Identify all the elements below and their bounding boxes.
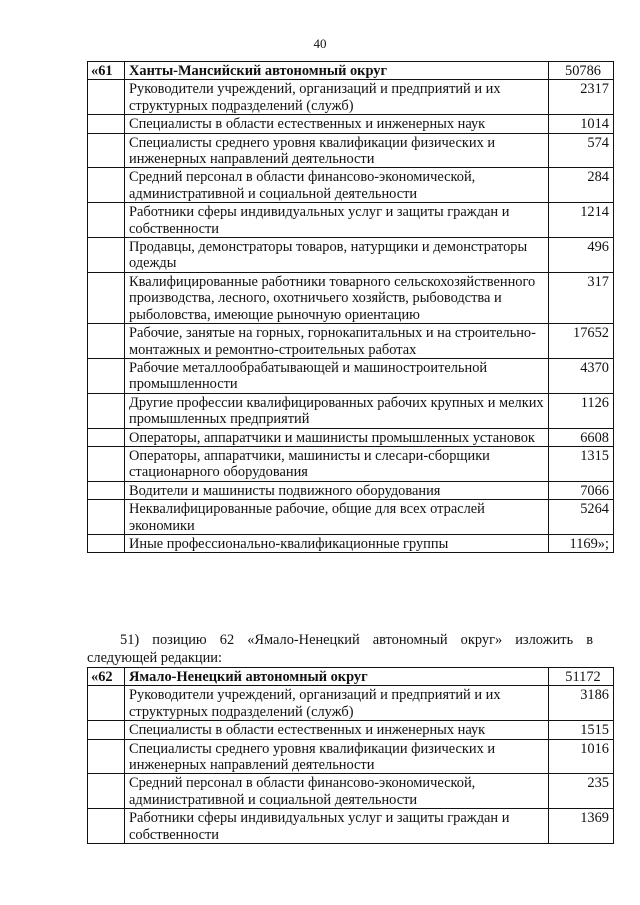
occupation-name: Другие профессии квалифицированных рабочих крупных и мелких промышленных предприятий (125, 393, 549, 428)
page-number: 40 (313, 36, 327, 51)
occupation-name: Водители и машинисты подвижного оборудования (125, 481, 549, 499)
occupation-value: 2317 (549, 80, 614, 115)
occupation-name: Руководители учреждений, организаций и предприятий и их структурных подразделений (служб) (125, 686, 549, 721)
occupation-value: 1016 (549, 739, 614, 774)
table-header-row (88, 62, 614, 80)
table-row (88, 686, 614, 721)
occupation-value: 5264 (549, 500, 614, 535)
table-row (88, 446, 614, 481)
occupation-name: Квалифицированные работники товарного сельскохозяйственного производства, лесного, охотничьего хозяйств, рыбоводства и рыболовства, имеющие рыночную ориентацию (125, 272, 549, 323)
occupation-value: 574 (549, 133, 614, 168)
table-row (88, 774, 614, 809)
region-code: «62 (88, 668, 125, 686)
occupation-name: Рабочие металлообрабатывающей и машиностроительной промышленности (125, 358, 549, 393)
table-row (88, 428, 614, 446)
table-row (88, 739, 614, 774)
occupation-name: Операторы, аппаратчики и машинисты промышленных установок (125, 428, 549, 446)
occupation-name: Операторы, аппаратчики, машинисты и слесари-сборщики стационарного оборудования (125, 446, 549, 481)
table-row (88, 115, 614, 133)
occupation-value: 6608 (549, 428, 614, 446)
region-code: «61 (88, 62, 125, 80)
table-row (88, 721, 614, 739)
table-row (88, 272, 614, 323)
occupation-value: 317 (549, 272, 614, 323)
occupation-name: Работники сферы индивидуальных услуг и защиты граждан и собственности (125, 203, 549, 238)
table-row (88, 809, 614, 844)
occupation-value: 1214 (549, 203, 614, 238)
region-name: Ханты-Мансийский автономный округ (125, 62, 549, 80)
occupation-name: Специалисты в области естественных и инженерных наук (125, 115, 549, 133)
region-name: Ямало-Ненецкий автономный округ (125, 668, 549, 686)
table-row (88, 238, 614, 273)
occupation-value: 1126 (549, 393, 614, 428)
occupation-name: Рабочие, занятые на горных, горнокапитальных и на строительно-монтажных и ремонтно-строительных работах (125, 324, 549, 359)
amendment-paragraph: 51) позицию 62 «Ямало-Ненецкий автономный округ» изложить в следующей редакции: (87, 632, 593, 666)
occupation-name: Руководители учреждений, организаций и предприятий и их структурных подразделений (служб) (125, 80, 549, 115)
table-row (88, 534, 614, 552)
occupation-value: 496 (549, 238, 614, 273)
occupation-value: 284 (549, 168, 614, 203)
table-row (88, 500, 614, 535)
table-row (88, 133, 614, 168)
table-header-row (88, 668, 614, 686)
occupation-value: 1515 (549, 721, 614, 739)
occupation-table-62 (87, 667, 614, 844)
occupation-name: Специалисты среднего уровня квалификации физических и инженерных направлений деятельности (125, 133, 549, 168)
occupation-name: Иные профессионально-квалификационные группы (125, 534, 549, 552)
occupation-name: Средний персонал в области финансово-экономической, административной и социальной деятельности (125, 168, 549, 203)
table-row (88, 393, 614, 428)
occupation-value: 4370 (549, 358, 614, 393)
occupation-name: Продавцы, демонстраторы товаров, натурщики и демонстраторы одежды (125, 238, 549, 273)
table-row (88, 481, 614, 499)
occupation-table-61 (87, 61, 614, 553)
occupation-name: Неквалифицированные рабочие, общие для всех отраслей экономики (125, 500, 549, 535)
occupation-value: 1014 (549, 115, 614, 133)
table-row (88, 358, 614, 393)
region-total: 50786 (549, 62, 614, 80)
occupation-value: 17652 (549, 324, 614, 359)
occupation-name: Специалисты среднего уровня квалификации физических и инженерных направлений деятельности (125, 739, 549, 774)
occupation-value: 3186 (549, 686, 614, 721)
occupation-value: 235 (549, 774, 614, 809)
occupation-name: Средний персонал в области финансово-экономической, административной и социальной деятельности (125, 774, 549, 809)
occupation-value: 1315 (549, 446, 614, 481)
table-row (88, 168, 614, 203)
table-row (88, 324, 614, 359)
occupation-value: 1169»; (549, 534, 614, 552)
occupation-name: Специалисты в области естественных и инженерных наук (125, 721, 549, 739)
occupation-value: 1369 (549, 809, 614, 844)
occupation-name: Работники сферы индивидуальных услуг и защиты граждан и собственности (125, 809, 549, 844)
table-row (88, 203, 614, 238)
region-total: 51172 (549, 668, 614, 686)
table-row (88, 80, 614, 115)
occupation-value: 7066 (549, 481, 614, 499)
